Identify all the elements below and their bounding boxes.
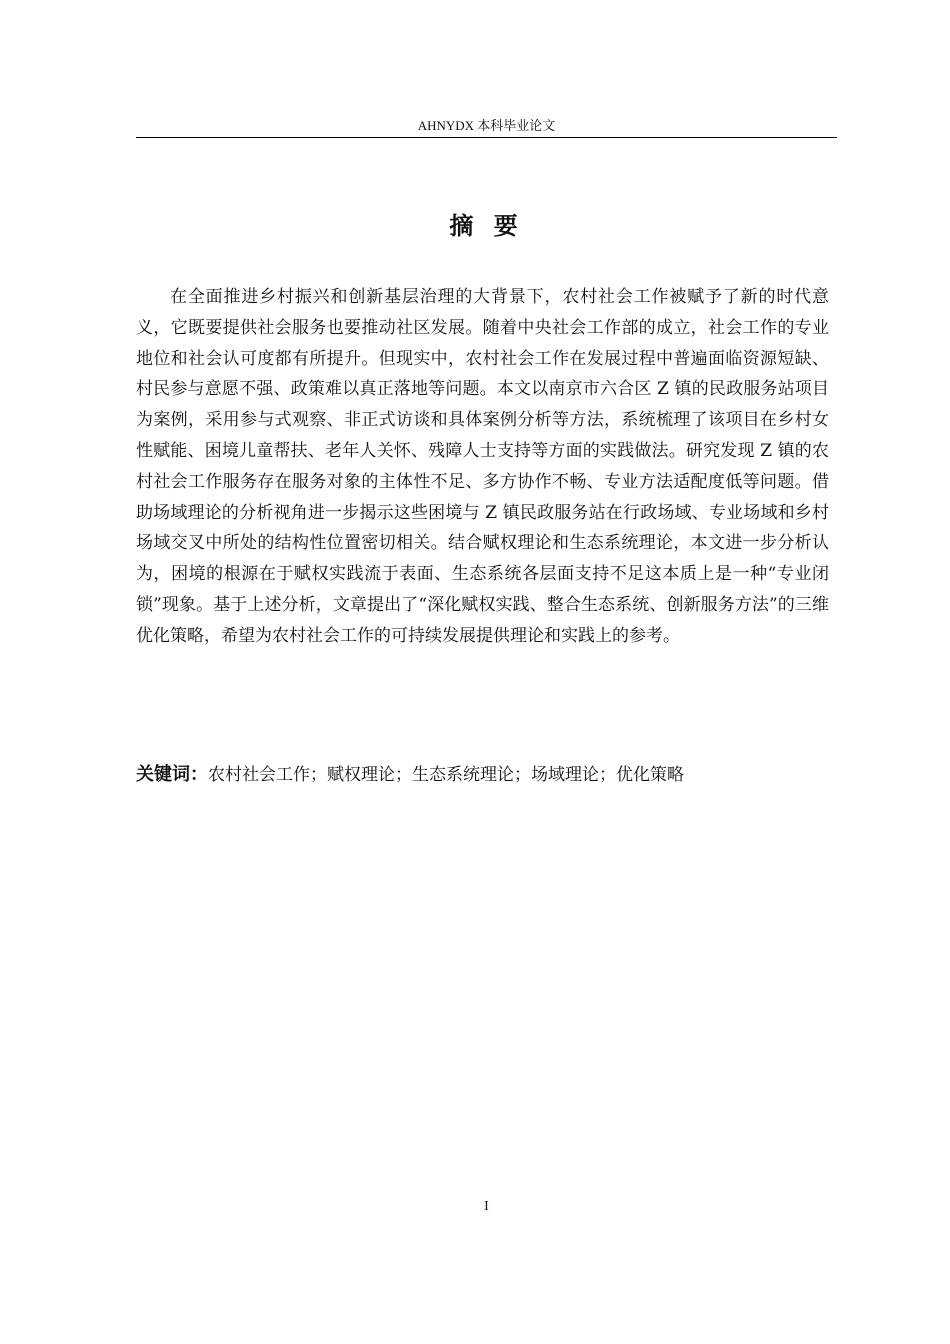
abstract-title: 摘 要 [449,212,524,240]
page-number: I [484,1199,489,1214]
running-header: AHNYDX 本科毕业论文 [417,118,556,133]
keywords-text: 农村社会工作；赋权理论；生态系统理论；场域理论；优化策略 [208,765,684,785]
header-divider [136,137,837,138]
keywords-label: 关键词： [136,764,208,785]
abstract-body: 在全面推进乡村振兴和创新基层治理的大背景下，农村社会工作被赋予了新的时代意义，它既要提供社会服务也要推动社区发展。随着中央社会工作部的成立，社会工作的专业地位和社会认可度都有所提升。但现实中，农村社会工作在发展过程中普遍面临资源短缺、村民参与意愿不强、政策难以真正落地等问题。本文以南京市六合区 Z 镇的民政服务站项目为案例，采用参与式观察、非正式访谈和具体案例分析等方法，系统梳理了该项目在乡村女性赋能、困境儿童帮扶、老年人关怀、残障人士支持等方面的实践做法。研究发现 Z 镇的农村社会工作服务存在服务对象的主体性不足、多方协作不畅、专业方法适配度低等问题。借助场域理论的分析视角进一步揭示这些困境与 Z 镇民政服务站在行政场域、专业场域和乡村场域交叉中所处的结构性位置密切相关。结合赋权理论和生态系统理论，本文进一步分析认为，困境的根源在于赋权实践流于表面、生态系统各层面支持不足这本质上是一种“专业闭锁”现象。基于上述分析，文章提出了“深化赋权实践、整合生态系统、创新服务方法”的三维优化策略，希望为农村社会工作的可持续发展提供理论和实践上的参考。 [136,287,829,646]
keywords-line [136,762,837,788]
